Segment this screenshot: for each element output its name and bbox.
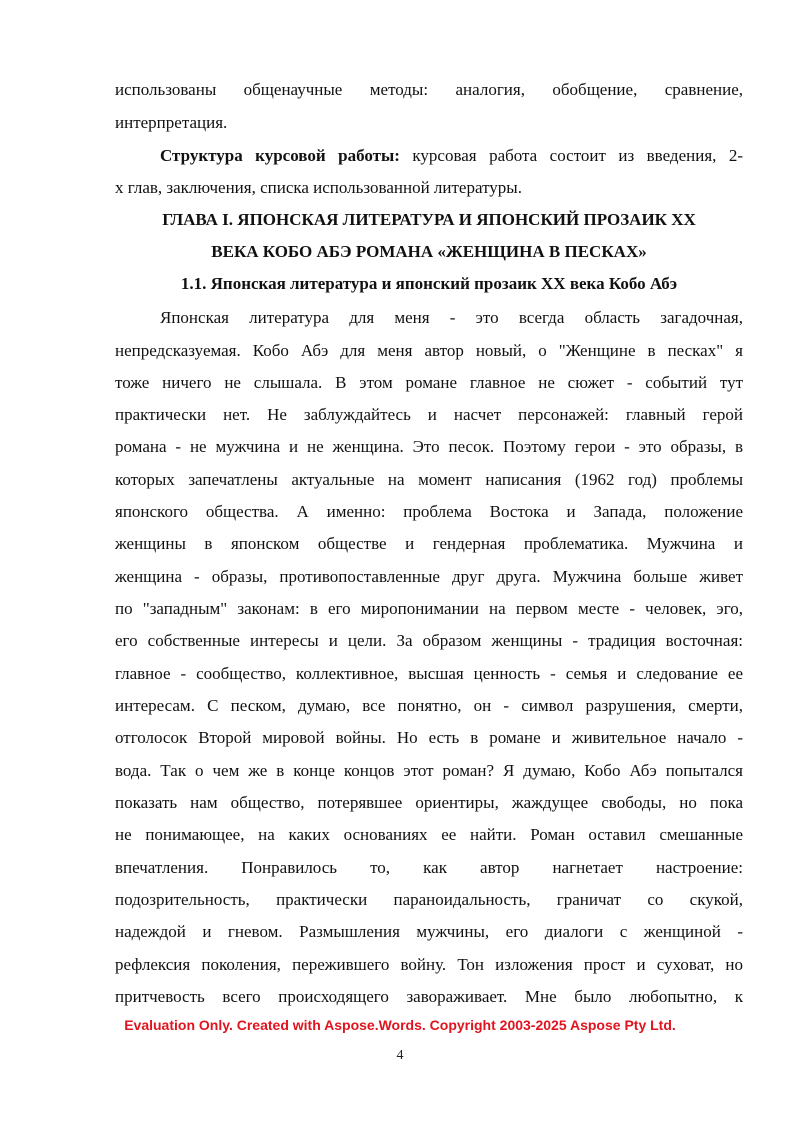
body-line: тоже ничего не слышала. В этом романе главное не сюжет - событий тут xyxy=(115,373,743,392)
body-line: рефлексия поколения, пережившего войну. Тон изложения прост и суховат, но xyxy=(115,955,743,974)
body-line: которых запечатлены актуальные на момент написания (1962 год) проблемы xyxy=(115,470,743,489)
body-line: впечатления. Понравилось то, как автор нагнетает настроение: xyxy=(115,858,743,877)
body-line: притчевость всего происходящего завораживает. Мне было любопытно, к xyxy=(115,987,743,1006)
body-line: подозрительность, практически параноидальность, граничат со скукой, xyxy=(115,890,743,909)
body-line: главное - сообщество, коллективное, высшая ценность - семья и следование ее xyxy=(115,664,743,683)
body-line: практически нет. Не заблуждайтесь и насчет персонажей: главный герой xyxy=(115,405,743,424)
body-line: показать нам общество, потерявшее ориентиры, жаждущее свободы, но пока xyxy=(115,793,743,812)
body-line: интересам. С песком, думаю, все понятно, он - символ разрушения, смерти, xyxy=(115,696,743,715)
section-title: 1.1. Японская литература и японский прозаик ХХ века Кобо Абэ xyxy=(180,274,678,293)
body-line: Японская литература для меня - это всегда область загадочная, xyxy=(160,308,743,327)
structure-label: Структура курсовой работы: xyxy=(160,146,400,165)
body-line: надеждой и гневом. Размышления мужчины, его диалоги с женщиной - xyxy=(115,922,743,941)
body-line: женщина - образы, противопоставленные друг друга. Мужчина больше живет xyxy=(115,567,743,586)
body-line: по "западным" законам: в его миропонимании на первом месте - человек, эго, xyxy=(115,599,743,618)
intro-line-2: интерпретация. xyxy=(115,113,228,132)
page-number: 4 xyxy=(396,1048,404,1063)
structure-paragraph-line-1 xyxy=(160,146,743,166)
structure-paragraph-line-2: х глав, заключения, списка использованной литературы. xyxy=(115,178,522,197)
body-line: романа - не мужчина и не женщина. Это песок. Поэтому герои - это образы, в xyxy=(115,437,743,456)
body-line: женщины в японском обществе и гендерная проблематика. Мужчина и xyxy=(115,534,743,553)
intro-line-1: использованы общенаучные методы: аналогия, обобщение, сравнение, xyxy=(115,80,743,99)
body-line: непредсказуемая. Кобо Абэ для меня автор новый, о "Женщине в песках" я xyxy=(115,341,743,360)
evaluation-watermark: Evaluation Only. Created with Aspose.Words. Copyright 2003-2025 Aspose Pty Ltd. xyxy=(124,1017,676,1033)
body-line: японского общества. А именно: проблема Востока и Запада, положение xyxy=(115,502,743,521)
body-line: не понимающее, на каких основаниях ее найти. Роман оставил смешанные xyxy=(115,825,743,844)
body-line: его собственные интересы и цели. За образом женщины - традиция восточная: xyxy=(115,631,743,650)
chapter-title-line-2: ВЕКА КОБО АБЭ РОМАНА «ЖЕНЩИНА В ПЕСКАХ» xyxy=(211,242,647,261)
structure-text-1: курсовая работа состоит из введения, 2- xyxy=(399,146,744,165)
body-line: отголосок Второй мировой войны. Но есть в романе и живительное начало - xyxy=(115,728,743,747)
body-line: вода. Так о чем же в конце концов этот роман? Я думаю, Кобо Абэ попытался xyxy=(115,761,743,780)
chapter-title-line-1: ГЛАВА I. ЯПОНСКАЯ ЛИТЕРАТУРА И ЯПОНСКИЙ ПРОЗАИК ХХ xyxy=(162,210,696,229)
